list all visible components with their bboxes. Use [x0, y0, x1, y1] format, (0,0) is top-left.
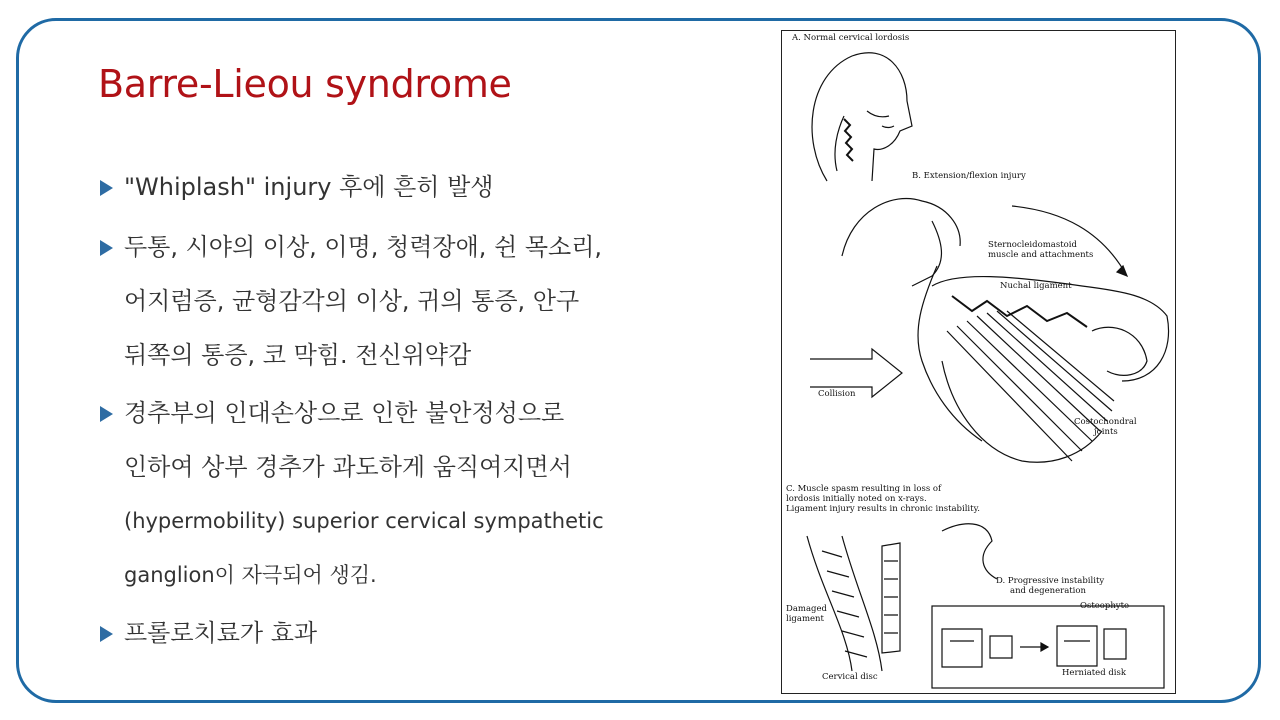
panel-a-caption: A. Normal cervical lordosis — [792, 33, 910, 43]
bullet-item — [100, 386, 740, 602]
bullet-item — [100, 220, 740, 382]
damaged-ligament-label-2: ligament — [786, 614, 824, 624]
panel-c-caption-2: lordosis initially noted on x-rays. — [786, 494, 927, 504]
bullet-list — [100, 160, 740, 660]
scm-label: Sternocleidomastoid — [988, 240, 1077, 250]
slide-title: Barre-Lieou syndrome — [98, 62, 512, 106]
bullet-item — [100, 160, 740, 214]
herniated-disk-label: Herniated disk — [1062, 668, 1127, 678]
costochondral-label: Costochondral — [1074, 417, 1137, 427]
panel-d-caption-2: and degeneration — [1010, 586, 1086, 596]
bullet-text: 어지럼증, 균형감각의 이상, 귀의 통증, 안구 — [124, 287, 580, 315]
scm-label-2: muscle and attachments — [988, 250, 1094, 260]
bullet-text: (hypermobility) superior cervical sympathetic — [124, 509, 604, 533]
bullet-text: 경추부의 인대손상으로 인한 불안정성으로 — [124, 399, 565, 427]
panel-d-caption: D. Progressive instability — [996, 576, 1105, 586]
triangle-bullet-icon — [100, 180, 113, 196]
cervical-disc-label: Cervical disc — [822, 672, 878, 682]
panel-c-caption: C. Muscle spasm resulting in loss of — [786, 484, 942, 494]
bullet-text: ganglion이 자극되어 생김. — [124, 563, 377, 587]
whiplash-diagram — [782, 31, 1175, 693]
bullet-text: 두통, 시야의 이상, 이명, 청력장애, 쉰 목소리, — [124, 233, 603, 261]
panel-b-caption: B. Extension/flexion injury — [912, 171, 1026, 181]
damaged-ligament-label: Damaged — [786, 604, 827, 614]
bullet-text: 뒤쪽의 통증, 코 막힘. 전신위약감 — [124, 341, 472, 369]
triangle-bullet-icon — [100, 406, 113, 422]
costochondral-label-2: joints — [1094, 427, 1118, 437]
nuchal-label: Nuchal ligament — [1000, 281, 1072, 291]
collision-label: Collision — [818, 389, 856, 399]
triangle-bullet-icon — [100, 626, 113, 642]
bullet-text: "Whiplash" injury 후에 흔히 발생 — [124, 173, 494, 201]
panel-c-caption-3: Ligament injury results in chronic instability. — [786, 504, 980, 514]
bullet-text: 인하여 상부 경추가 과도하게 움직여지면서 — [124, 453, 572, 481]
bullet-item — [100, 606, 740, 660]
osteophyte-label: Osteophyte — [1080, 601, 1130, 611]
triangle-bullet-icon — [100, 240, 113, 256]
whiplash-illustration — [781, 30, 1176, 694]
bullet-text: 프롤로치료가 효과 — [124, 619, 318, 647]
